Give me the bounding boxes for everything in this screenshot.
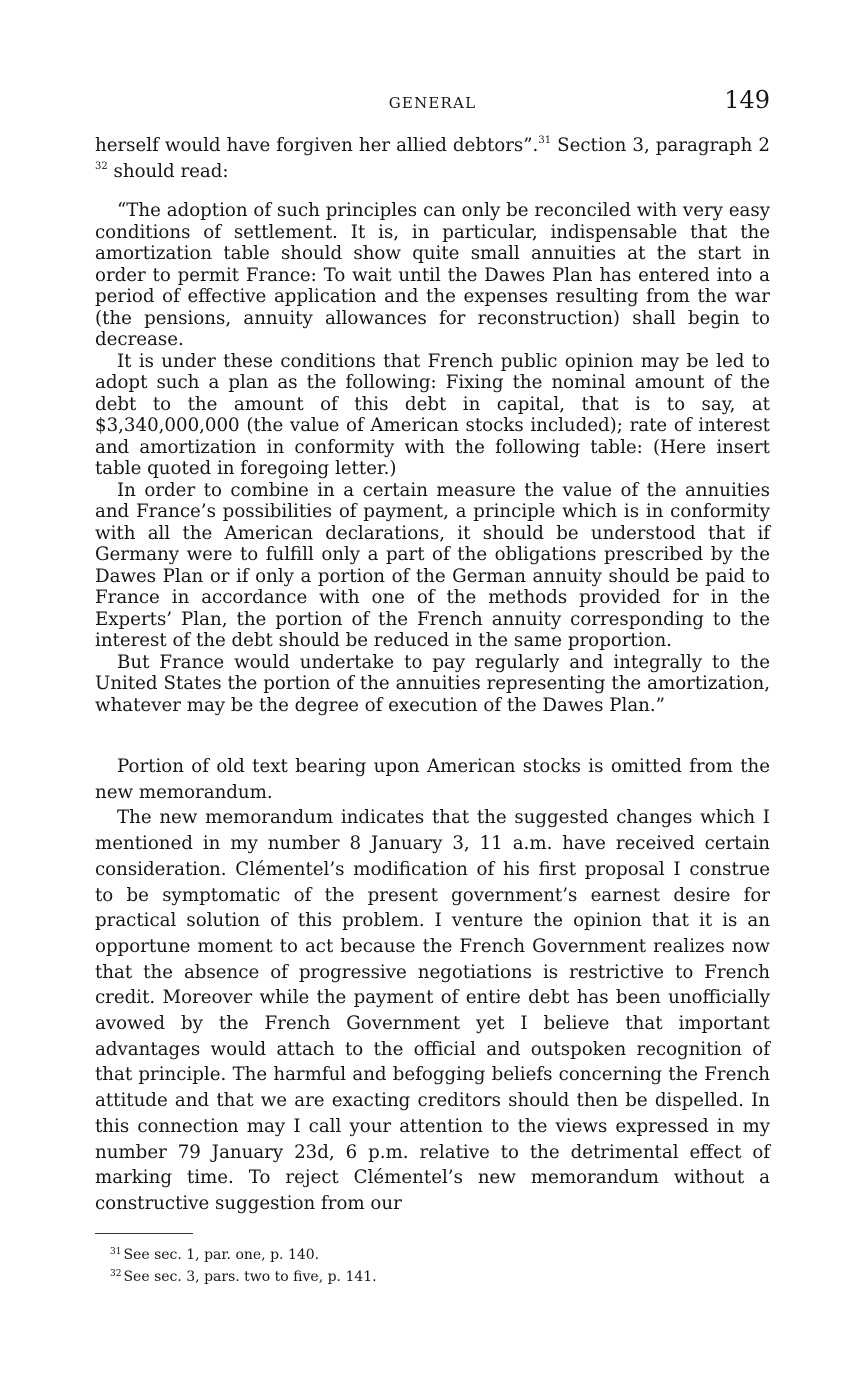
footnote-text: See sec. 1, par. one, p. 140. xyxy=(123,1247,320,1263)
quote-paragraph: But France would undertake to pay regularly and integrally to the United States the portion of the annuities representing the amortization, whatever may be the degree of execution of the Dawes Plan.” xyxy=(95,651,770,716)
quote-paragraph: It is under these conditions that French public opinion may be led to adopt such a plan as the following: Fixing the nominal amount of the debt to the amount of this debt in capital, that is to say, at $3,340,000,000 (the value of American stocks included); rate of interest and amortization in conformity with the following table: (Here insert table quoted in foregoing letter.) xyxy=(95,350,770,479)
footnote-divider xyxy=(95,1233,193,1234)
opening-text-end: should read: xyxy=(107,160,229,182)
page-number: 149 xyxy=(724,86,770,114)
block-quote xyxy=(95,200,770,716)
body-paragraph: The new memorandum indicates that the suggested changes which I mentioned in my number 8 January 3, 11 a.m. have received certain consideration. Clémentel’s modification of his first proposal I construe to be symptomatic of the present government’s earnest desire for practical solution of this problem. I venture the opinion that it is an opportune moment to act because the French Government realizes now that the absence of progressive negotiations is restrictive to French credit. Moreover while the payment of entire debt has been unofficially avowed by the French Government yet I believe that important advantages would attach to the official and outspoken recognition of that principle. The harmful and befogging beliefs concerning the French attitude and that we are exacting creditors should then be dispelled. In this connection may I call your attention to the views expressed in my number 79 January 23d, 6 p.m. relative to the detrimental effect of marking time. To reject Clémentel’s new memorandum without a constructive suggestion from our xyxy=(95,807,770,1214)
opening-paragraph-block xyxy=(95,133,770,184)
opening-paragraph xyxy=(95,133,770,184)
footnote-ref-32: 32 xyxy=(95,160,108,172)
footnote xyxy=(110,1243,377,1265)
page-header xyxy=(95,86,770,122)
footnote-mark: 32 xyxy=(110,1269,122,1279)
body-paragraph: Portion of old text bearing upon American stocks is omitted from the new memorandum. xyxy=(95,756,770,803)
footnote-mark: 31 xyxy=(110,1247,122,1257)
quote-paragraph: “The adoption of such principles can only be reconciled with very easy conditions of settlement. It is, in particular, indispensable that the amortization table should show quite small annuities at the start in order to permit France: To wait until the Dawes Plan has entered into a period of effective application and the expenses resulting from the war (the pensions, annuity allowances for reconstruction) shall begin to decrease. xyxy=(95,200,770,350)
running-head: GENERAL xyxy=(388,94,477,112)
footnotes xyxy=(110,1243,377,1287)
main-text xyxy=(95,754,770,1217)
footnote-ref-31: 31 xyxy=(538,135,552,146)
opening-text-mid: Section 3, paragraph 2 xyxy=(551,135,770,156)
footnote xyxy=(110,1265,377,1287)
quote-paragraph: In order to combine in a certain measure the value of the annuities and France’s possibilities of payment, a principle which is in conformity with all the American declarations, it should be understood that if Germany were to fulfill only a part of the obligations prescribed by the Dawes Plan or if only a portion of the German annuity should be paid to France in accordance with one of the methods provided for in the Experts’ Plan, the portion of the French annuity corresponding to the interest of the debt should be reduced in the same proportion. xyxy=(95,479,770,651)
footnote-text: See sec. 3, pars. two to five, p. 141. xyxy=(123,1269,377,1285)
opening-text-start: herself would have forgiven her allied debtors”. xyxy=(95,135,539,156)
